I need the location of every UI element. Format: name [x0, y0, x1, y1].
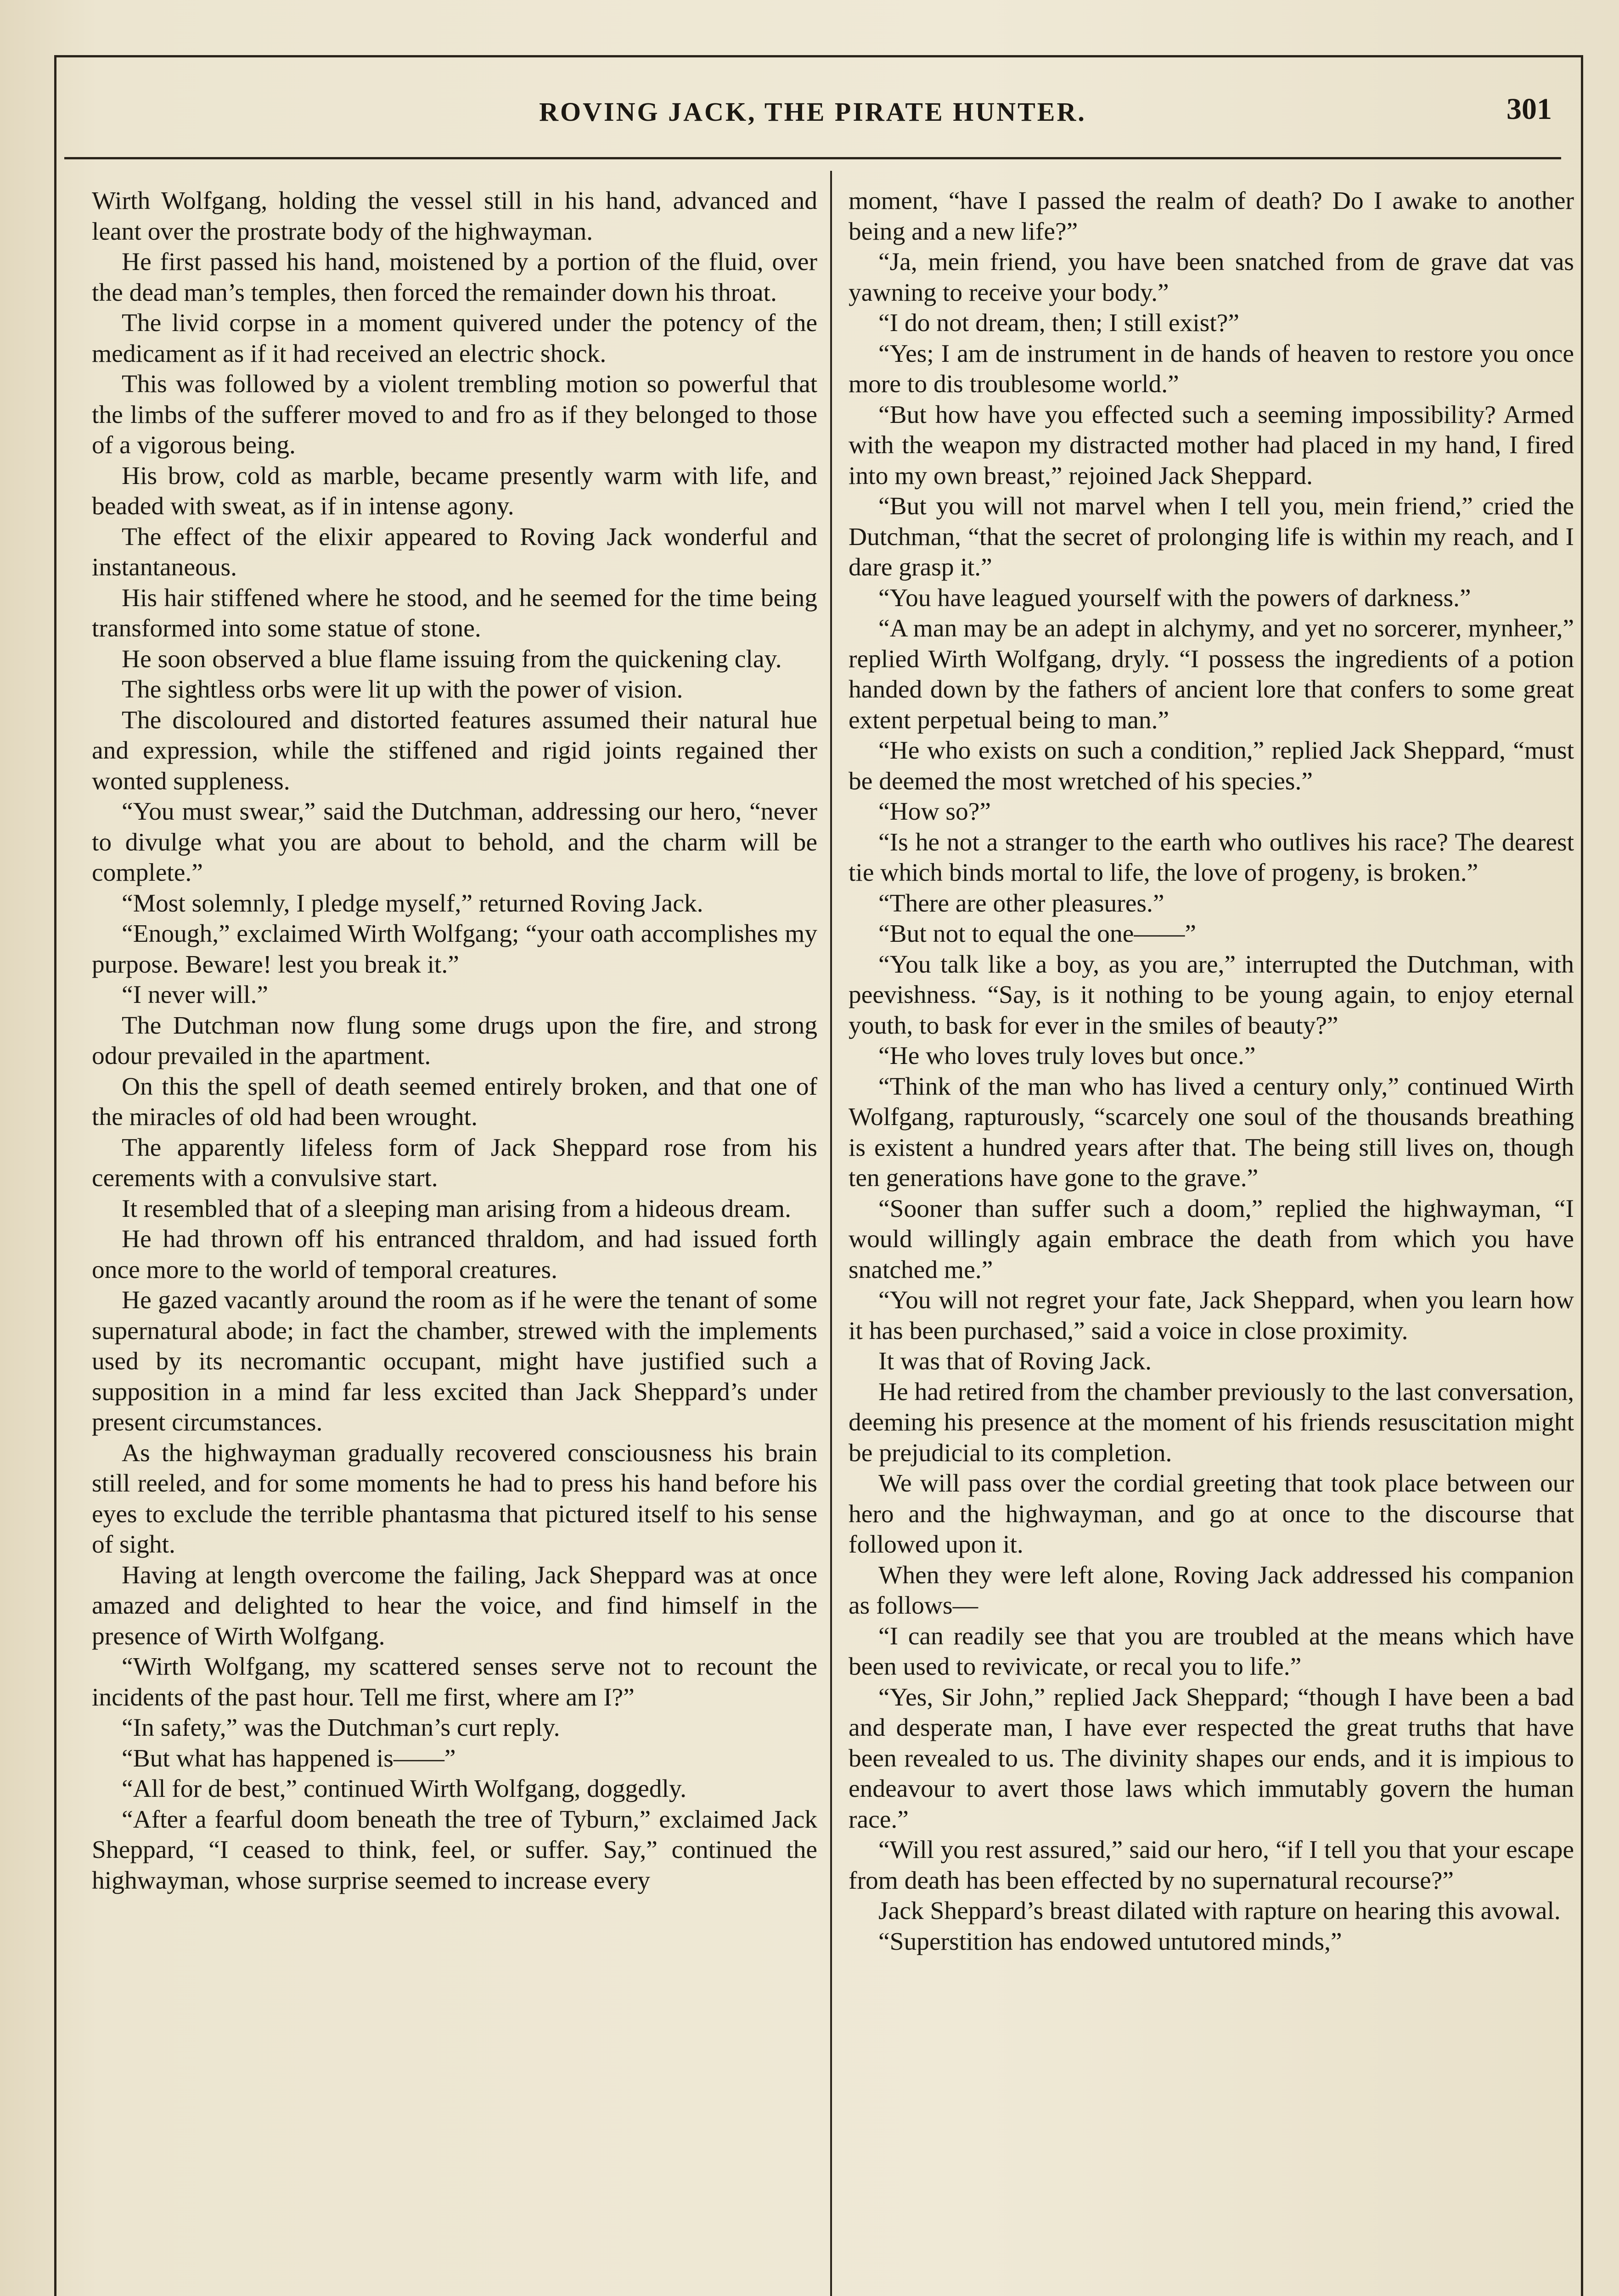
paragraph: Jack Sheppard’s breast dilated with rapture on hearing this avowal.	[878, 1897, 1561, 1925]
column-divider	[830, 171, 832, 2296]
paragraph: “But what has happened is——”	[122, 1744, 456, 1773]
paragraph: “In safety,” was the Dutchman’s curt reply.	[122, 1714, 560, 1742]
paragraph: “But how have you effected such a seeming impossibility? Armed with the weapon my distracted mother had placed in my hand, I fired into my own breast,” rejoined Jack Sheppard.	[849, 400, 1574, 490]
right-column	[849, 186, 1574, 1957]
paragraph: “I can readily see that you are troubled at the means which have been used to revivicate, or recal you to life.”	[849, 1622, 1574, 1681]
paragraph: Having at length overcome the failing, Jack Sheppard was at once amazed and delighted to hear the voice, and find himself in the presence of Wirth Wolfgang.	[92, 1561, 817, 1650]
paragraph: “Enough,” exclaimed Wirth Wolfgang; “your oath accomplishes my purpose. Beware! lest you break it.”	[92, 920, 817, 979]
paragraph: “You talk like a boy, as you are,” interrupted the Dutchman, with peevishness. “Say, is it nothing to be young again, to enjoy eternal youth, to bask for ever in the smiles of beauty?”	[849, 950, 1574, 1040]
paragraph: “Is he not a stranger to the earth who outlives his race? The dearest tie which binds mortal to life, the love of progeny, is broken.”	[849, 828, 1574, 887]
paragraph: “I do not dream, then; I still exist?”	[878, 309, 1240, 337]
paragraph: “He who exists on such a condition,” replied Jack Sheppard, “must be deemed the most wretched of his species.”	[849, 737, 1574, 795]
paragraph: “A man may be an adept in alchymy, and yet no sorcerer, mynheer,” replied Wirth Wolfgang, dryly. “I possess the ingredients of a potion handed down by the fathers of ancient lore that confers to some great extent perpetual being to man.”	[849, 614, 1574, 734]
paragraph: “Superstition has endowed untutored minds,”	[878, 1927, 1342, 1956]
paragraph: “You will not regret your fate, Jack Sheppard, when you learn how it has been purchased,” said a voice in close proximity.	[849, 1286, 1574, 1345]
paragraph: “But you will not marvel when I tell you, mein friend,” cried the Dutchman, “that the secret of prolonging life is within my reach, and I dare grasp it.”	[849, 492, 1574, 581]
paragraph: He first passed his hand, moistened by a portion of the fluid, over the dead man’s temples, then forced the remainder down his throat.	[92, 248, 817, 307]
paragraph: The discoloured and distorted features assumed their natural hue and expression, while the stiffened and rigid joints regained ther wonted suppleness.	[92, 706, 817, 795]
paragraph: “There are other pleasures.”	[878, 889, 1164, 917]
paragraph: “Yes, Sir John,” replied Jack Sheppard; “though I have been a bad and desperate man, I have ever respected the great truths that have been revealed to us. The divinity shapes our ends, and it is impious to endeavour to avert those laws which immutably govern the human race.”	[849, 1683, 1574, 1834]
header-rule	[64, 157, 1561, 159]
paragraph: “But not to equal the one——”	[878, 920, 1197, 948]
paragraph: “You must swear,” said the Dutchman, addressing our hero, “never to divulge what you are about to behold, and the charm will be complete.”	[92, 798, 817, 887]
paragraph: We will pass over the cordial greeting that took place between our hero and the highwayman, and go at once to the discourse that followed upon it.	[849, 1469, 1574, 1559]
paragraph: When they were left alone, Roving Jack addressed his companion as follows—	[849, 1561, 1574, 1620]
paragraph: It resembled that of a sleeping man arising from a hideous dream.	[122, 1194, 791, 1223]
left-column	[92, 186, 817, 1896]
paragraph: “How so?”	[878, 798, 991, 826]
page-number: 301	[1507, 92, 1552, 126]
paragraph: As the highwayman gradually recovered consciousness his brain still reeled, and for some moments he had to press his hand before his eyes to exclude the terrible phantasma that pictured itself to his sense of sight.	[92, 1439, 817, 1559]
paragraph: “Ja, mein friend, you have been snatched from de grave dat vas yawning to receive your body.”	[849, 248, 1574, 307]
paragraph: His brow, cold as marble, became presently warm with life, and beaded with sweat, as if in intense agony.	[92, 461, 817, 520]
paragraph: The effect of the elixir appeared to Roving Jack wonderful and instantaneous.	[92, 523, 817, 581]
paragraph: “He who loves truly loves but once.”	[878, 1042, 1256, 1070]
paragraph: The Dutchman now flung some drugs upon the fire, and strong odour prevailed in the apartment.	[92, 1011, 817, 1070]
paragraph: “I never will.”	[122, 981, 268, 1009]
running-title: ROVING JACK, THE PIRATE HUNTER.	[539, 97, 1086, 127]
paragraph: “After a fearful doom beneath the tree of Tyburn,” exclaimed Jack Sheppard, “I ceased to think, feel, or suffer. Say,” continued the highwayman, whose surprise seemed to increase every	[92, 1805, 817, 1895]
paragraph: “Will you rest assured,” said our hero, “if I tell you that your escape from death has been effected by no supernatural recourse?”	[849, 1836, 1574, 1895]
paragraph: “Sooner than suffer such a doom,” replied the highwayman, “I would willingly again embrace the death from which you have snatched me.”	[849, 1194, 1574, 1284]
paragraph: The apparently lifeless form of Jack Sheppard rose from his cerements with a convulsive start.	[92, 1133, 817, 1192]
paragraph: He had thrown off his entranced thraldom, and had issued forth once more to the world of temporal creatures.	[92, 1225, 817, 1284]
paragraph: The sightless orbs were lit up with the power of vision.	[122, 675, 683, 703]
paragraph: He had retired from the chamber previously to the last conversation, deeming his presence at the moment of his friends resuscitation might be prejudicial to its completion.	[849, 1378, 1574, 1467]
paragraph: He soon observed a blue flame issuing from the quickening clay.	[122, 645, 782, 673]
paragraph: “Most solemnly, I pledge myself,” returned Roving Jack.	[122, 889, 703, 917]
paragraph: His hair stiffened where he stood, and he seemed for the time being transformed into some statue of stone.	[92, 584, 817, 642]
paragraph: This was followed by a violent trembling motion so powerful that the limbs of the sufferer moved to and fro as if they belonged to those of a vigorous being.	[92, 370, 817, 459]
paragraph: Wirth Wolfgang, holding the vessel still in his hand, advanced and leant over the prostrate body of the highwayman.	[92, 187, 817, 246]
paragraph: “All for de best,” continued Wirth Wolfgang, doggedly.	[122, 1775, 686, 1803]
paragraph: “Yes; I am de instrument in de hands of heaven to restore you once more to dis troublesome world.”	[849, 339, 1574, 398]
paragraph: The livid corpse in a moment quivered under the potency of the medicament as if it had received an electric shock.	[92, 309, 817, 368]
page-header	[69, 87, 1557, 142]
paragraph: On this the spell of death seemed entirely broken, and that one of the miracles of old had been wrought.	[92, 1072, 817, 1131]
paragraph: He gazed vacantly around the room as if he were the tenant of some supernatural abode; in fact the chamber, strewed with the implements used by its necromantic occupant, might have justified such a supposition in a mind far less excited than Jack Sheppard’s under present circumstances.	[92, 1286, 817, 1436]
paragraph: “Think of the man who has lived a century only,” continued Wirth Wolfgang, rapturously, “scarcely one soul of the thousands breathing is existent a hundred years after that. The being still lives on, though ten generations have gone to the grave.”	[849, 1072, 1574, 1192]
paragraph: moment, “have I passed the realm of death? Do I awake to another being and a new life?”	[849, 187, 1574, 246]
paragraph: “You have leagued yourself with the powers of darkness.”	[878, 584, 1471, 612]
paragraph: “Wirth Wolfgang, my scattered senses serve not to recount the incidents of the past hour. Tell me first, where am I?”	[92, 1653, 817, 1711]
paragraph: It was that of Roving Jack.	[878, 1347, 1152, 1375]
